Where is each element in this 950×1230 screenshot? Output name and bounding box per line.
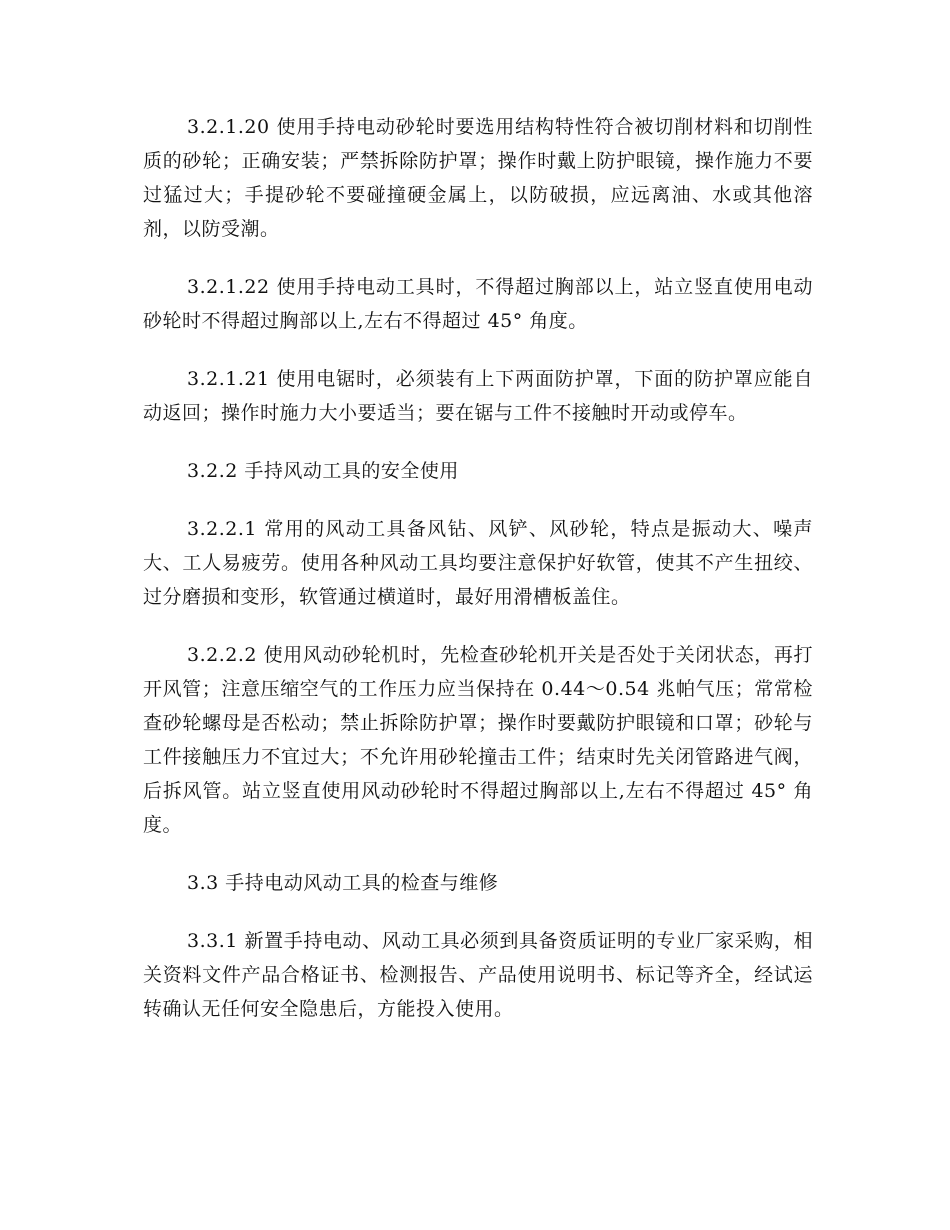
section-heading-3-3: 3.3 手持电动风动工具的检查与维修 [187, 872, 499, 894]
paragraph-3-2-1-22: 3.2.1.22 使用手持电动工具时，不得超过胸部以上，站立竖直使用电动砂轮时不得超过胸部以上,左右不得超过 45° 角度。 [143, 276, 813, 332]
paragraph-3-2-1-20: 3.2.1.20 使用手持电动砂轮时要选用结构特性符合被切削材料和切削性质的砂轮；正确安装；严禁拆除防护罩；操作时戴上防护眼镜，操作施力不要过猛过大；手提砂轮不要碰撞硬金属上，以防破损，应远离油、水或其他溶剂，以防受潮。 [143, 116, 813, 240]
paragraph-3-2-2-2: 3.2.2.2 使用风动砂轮机时，先检查砂轮机开关是否处于关闭状态，再打开风管；注意压缩空气的工作压力应当保持在 0.44～0.54 兆帕气压；常常检查砂轮螺母是否松动；禁止拆除防护罩；操作时要戴防护眼镜和口罩；砂轮与工件接触压力不宜过大；不允许用砂轮撞击工件；结束时先关闭管路进气阀，后拆风管。站立竖直使用风动砂轮时不得超过胸部以上,左右不得超过 45° 角度。 [143, 644, 813, 836]
paragraph-3-2-1-21: 3.2.1.21 使用电锯时，必须装有上下两面防护罩，下面的防护罩应能自动返回；操作时施力大小要适当；要在锯与工件不接触时开动或停车。 [143, 368, 813, 424]
paragraph-3-2-2-1: 3.2.2.1 常用的风动工具备风钻、风铲、风砂轮，特点是振动大、噪声大、工人易疲劳。使用各种风动工具均要注意保护好软管，使其不产生扭绞、过分磨损和变形，软管通过横道时，最好用滑槽板盖住。 [143, 518, 813, 608]
paragraph-3-3-1: 3.3.1 新置手持电动、风动工具必须到具备资质证明的专业厂家采购，相关资料文件产品合格证书、检测报告、产品使用说明书、标记等齐全，经试运转确认无任何安全隐患后，方能投入使用。 [143, 930, 813, 1020]
section-heading-3-2-2: 3.2.2 手持风动工具的安全使用 [187, 460, 459, 482]
document-body [143, 110, 813, 1050]
